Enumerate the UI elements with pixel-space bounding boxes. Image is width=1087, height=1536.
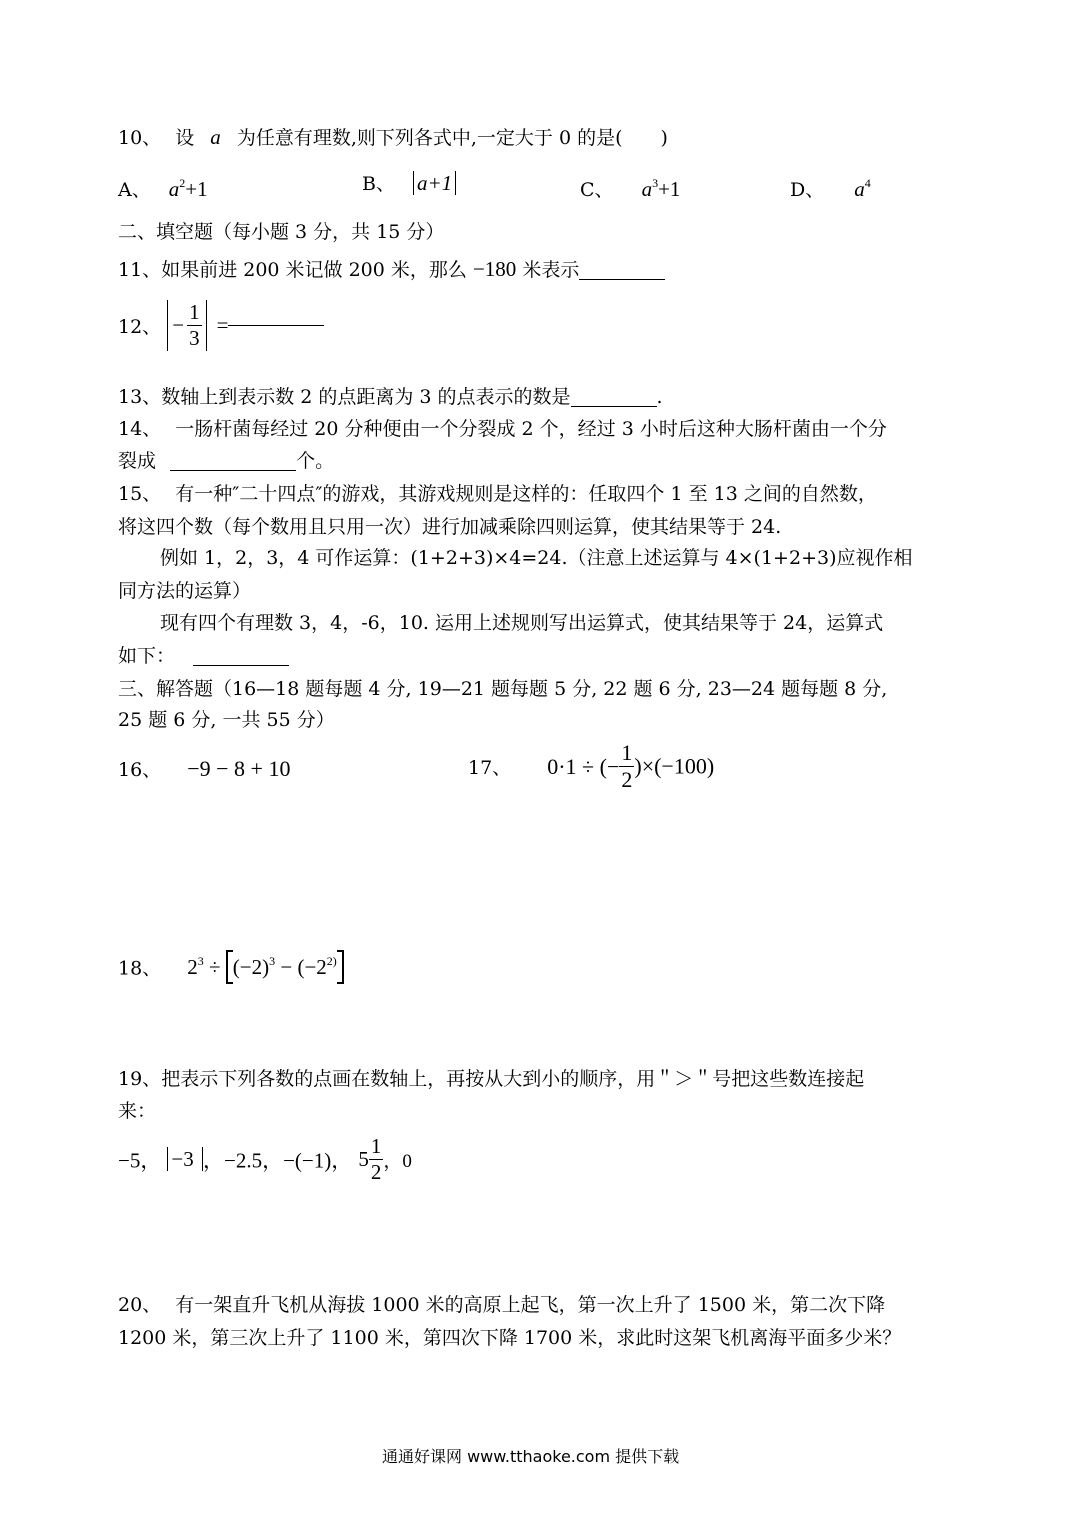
q14-text: 一肠杆菌每经过 20 分种便由一个分裂成 2 个，经过 3 小时后这种大肠杆菌由一个分 — [175, 418, 887, 440]
option-exponent: 4 — [864, 176, 871, 190]
q10-option-d — [790, 170, 871, 203]
equals-sign: = — [216, 313, 229, 337]
q18-term1-exponent: 3 — [269, 954, 276, 968]
q12 — [118, 300, 324, 351]
section2-title: 二、填空题（每小题 3 分，共 15 分） — [118, 221, 445, 243]
q19-number-3: ，0 — [383, 1151, 412, 1172]
q20-line1 — [118, 1292, 885, 1318]
fraction — [369, 1136, 384, 1183]
fraction — [619, 742, 634, 791]
q13-text: 数轴上到表示数 2 的点距离为 3 的点表示的数是 — [161, 386, 571, 408]
q10-var: a — [210, 125, 221, 149]
q19-number: 19、 — [118, 1068, 162, 1090]
q18-term2: − (−2 — [280, 955, 327, 979]
abs-value — [167, 1147, 203, 1171]
fraction-numerator: 1 — [189, 300, 200, 324]
q16-expression: −9 − 8 + 10 — [187, 756, 291, 781]
q13 — [118, 384, 663, 410]
q14-text-post: 个。 — [296, 450, 335, 472]
bracket-bottom-right — [337, 982, 344, 984]
q18-divide-sign: ÷ — [208, 955, 221, 979]
q15-line5: 现有四个有理数 3，4，-6，10. 运用上述规则写出运算式，使其结果等于 24，运算式 — [160, 612, 884, 634]
fraction-denominator: 3 — [189, 326, 200, 350]
q19-number-1: −5， — [118, 1148, 162, 1173]
q18-base: 2 — [187, 955, 198, 979]
q10-option-b — [362, 170, 456, 197]
q10-stem — [118, 124, 668, 151]
abs-value — [413, 171, 456, 195]
q10-text: 为任意有理数,则下列各式中,一定大于 0 的是( ) — [236, 127, 668, 149]
q15-line2: 将这四个数（每个数用且只用一次）进行加减乘除四则运算，使其结果等于 24. — [118, 516, 782, 538]
q18-term1: (−2) — [232, 955, 270, 979]
option-label: C、 — [580, 179, 614, 201]
q18 — [118, 950, 344, 984]
option-label: D、 — [790, 179, 825, 201]
q20-text: 有一架直升飞机从海拔 1000 米的高原上起飞，第一次上升了 1500 米，第二次下降 — [175, 1294, 886, 1316]
q15-line1 — [118, 481, 877, 507]
q18-number: 18、 — [118, 957, 162, 980]
q11-text: 如果前进 200 米记做 200 米，那么 — [161, 259, 467, 281]
q12-number: 12、 — [118, 316, 162, 338]
q20-line2: 1200 米，第三次上升了 1100 米，第四次下降 1700 米，求此时这架飞机离海平面多少米？ — [118, 1327, 902, 1349]
q17-expression-pre: 0·1 ÷ (− — [547, 753, 620, 779]
q20-number: 20、 — [118, 1294, 162, 1316]
q17-expression-post: )×(−100) — [634, 753, 715, 779]
q11 — [118, 256, 665, 283]
q19-text: 把表示下列各数的点画在数轴上，再按从大到小的顺序，用＂＞＂号把这些数连接起 — [161, 1068, 865, 1090]
q15-line3: 例如 1，2，3，4 可作运算：(1+2+3)×4=24.（注意上述运算与 4×(1+2+3)应视作相 — [160, 547, 913, 569]
q10-option-c — [580, 170, 680, 203]
abs-value — [167, 300, 206, 351]
q11-answer-blank[interactable] — [579, 279, 665, 280]
fraction-denominator: 2 — [370, 1160, 382, 1184]
q13-answer-blank[interactable] — [571, 406, 657, 407]
q10-pre: 设 — [175, 127, 195, 149]
q15-number: 15、 — [118, 483, 162, 505]
option-label: A、 — [118, 179, 151, 201]
q17-number: 17、 — [468, 757, 512, 779]
fraction — [187, 302, 202, 349]
q17 — [468, 742, 714, 791]
option-base: a — [641, 177, 653, 201]
option-rest: +1 — [185, 177, 208, 201]
q16 — [118, 756, 290, 783]
option-base: a — [854, 177, 865, 201]
q19-number-2: ，−2.5，−(−1)， — [202, 1148, 353, 1173]
abs-content: −3 — [171, 1147, 194, 1171]
q15-answer-blank[interactable] — [193, 665, 289, 666]
q15-line6 — [118, 643, 289, 669]
bracket-top-right — [337, 950, 344, 952]
q13-tail: . — [656, 386, 663, 408]
option-base: a — [168, 177, 180, 201]
mixed-number-whole: 5 — [358, 1147, 369, 1171]
fraction-numerator: 1 — [621, 740, 633, 765]
q14-text-pre: 裂成 — [118, 450, 157, 472]
q14-number: 14、 — [118, 418, 162, 440]
q18-bracket-group — [226, 950, 344, 984]
q15-line4: 同方法的运算） — [118, 580, 252, 602]
option-label: B、 — [362, 173, 395, 195]
q11-value: −180 — [472, 257, 517, 281]
fraction-denominator: 2 — [621, 767, 633, 792]
q14-line1 — [118, 416, 887, 442]
abs-content: a+1 — [417, 171, 453, 195]
option-exponent: 3 — [652, 176, 659, 190]
q14-line2 — [118, 448, 334, 474]
option-rest: +1 — [658, 177, 681, 201]
page-footer: 通通好课网 www.tthaoke.com 提供下载 — [382, 1447, 680, 1466]
minus-sign: − — [172, 313, 185, 337]
q15-text: 有一种″二十四点″的游戏，其游戏规则是这样的：任取四个 1 至 13 之间的自然数， — [175, 483, 877, 505]
q13-number: 13、 — [118, 386, 162, 408]
q10-number: 10、 — [118, 127, 162, 149]
q19-line1 — [118, 1066, 864, 1092]
q18-exponent: 3 — [197, 954, 204, 968]
q16-number: 16、 — [118, 759, 162, 781]
q11-number: 11、 — [118, 259, 162, 281]
option-exponent: 2 — [179, 176, 186, 190]
q19-numbers — [118, 1136, 412, 1183]
q14-answer-blank[interactable] — [170, 470, 296, 471]
bracket-top-left — [226, 950, 233, 952]
q15-text: 如下： — [118, 645, 176, 667]
section3-title-line2: 25 题 6 分, 一共 55 分） — [118, 709, 335, 731]
q18-term2-exponent: 2) — [326, 954, 337, 968]
q10-option-a — [118, 170, 208, 203]
q11-tail: 米表示 — [522, 259, 580, 281]
q19-line2: 来： — [118, 1100, 157, 1122]
bracket-bottom-left — [226, 982, 233, 984]
q12-answer-blank[interactable] — [228, 325, 324, 326]
fraction-numerator: 1 — [370, 1134, 382, 1158]
section3-title-line1: 三、解答题（16—18 题每题 4 分, 19—21 题每题 5 分, 22 题 6 分, 23—24 题每题 8 分, — [118, 678, 888, 700]
